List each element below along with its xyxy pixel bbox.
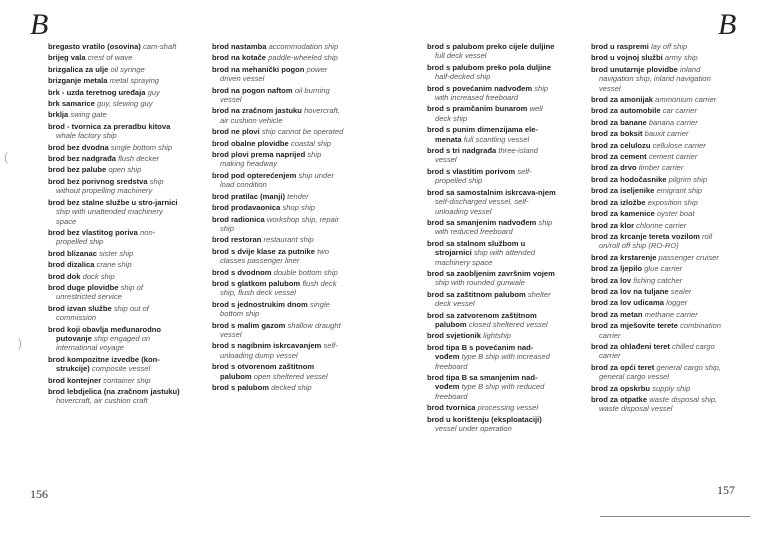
entry-translation: open sheltered vessel bbox=[253, 371, 328, 381]
entry-translation: open ship bbox=[108, 165, 142, 175]
entry-term: brod sa zaobljenim završnim vojem bbox=[427, 268, 555, 278]
entry-term: brod za metan bbox=[591, 309, 643, 319]
dictionary-entry bbox=[591, 152, 725, 161]
dictionary-entry bbox=[427, 218, 557, 237]
dictionary-entry bbox=[212, 106, 344, 125]
entry-term: brod u korištenju (eksploataciji) bbox=[427, 414, 542, 424]
entry-translation: self-discharged vessel, self-unloading vessel bbox=[435, 197, 529, 216]
entry-translation: whale factory ship bbox=[56, 131, 117, 141]
entry-translation: cement carrier bbox=[648, 152, 698, 162]
entry-term: brod dok bbox=[48, 271, 81, 281]
left-page-number: 156 bbox=[30, 487, 48, 501]
entry-translation: ammonium carrier bbox=[655, 95, 717, 105]
entry-translation: dock ship bbox=[82, 271, 115, 281]
entry-translation: vessel under operation bbox=[435, 424, 512, 434]
entry-translation: single bottom ship bbox=[110, 142, 173, 152]
entry-term: brod za lov bbox=[591, 275, 632, 285]
dictionary-entry bbox=[212, 321, 344, 340]
entry-translation: chilled cargo carrier bbox=[599, 341, 715, 361]
entry-term: brod sa zatvorenom zaštitnom palubom bbox=[427, 310, 537, 329]
entry-term: brod za mješovite terete bbox=[591, 321, 678, 331]
entry-term: brod za lov na tuljane bbox=[591, 286, 669, 296]
dictionary-entry bbox=[48, 249, 180, 258]
dictionary-entry bbox=[427, 239, 557, 267]
entry-term: brod s tri nadgrađa bbox=[427, 146, 497, 156]
entry-term: brod s dvije klase za putnike bbox=[212, 246, 315, 256]
dictionary-entry bbox=[591, 276, 725, 285]
entry-translation: emigrant ship bbox=[656, 186, 703, 196]
entry-term: brod s palubom preko cijele duljine bbox=[427, 42, 555, 51]
dictionary-entry bbox=[212, 127, 344, 136]
dictionary-entry bbox=[427, 343, 557, 371]
dictionary-entry bbox=[212, 42, 344, 51]
entry-term: brod koji obavlja međunarodno putovanje bbox=[48, 324, 162, 343]
entry-translation: army ship bbox=[664, 53, 698, 63]
entry-translation: full scantling vessel bbox=[463, 134, 530, 144]
entry-translation: flush deck ship, flush deck vessel bbox=[220, 278, 337, 298]
entry-translation: methane carrier bbox=[644, 309, 698, 319]
dictionary-entry bbox=[427, 125, 557, 144]
entry-term: brod za lov udicama bbox=[591, 298, 665, 308]
entry-term: brod za automobile bbox=[591, 106, 661, 116]
dictionary-entry bbox=[48, 228, 180, 247]
dictionary-entry bbox=[591, 298, 725, 307]
dictionary-entry bbox=[591, 175, 725, 184]
entry-term: brod prodavaonica bbox=[212, 203, 281, 213]
entry-translation: paddle-wheeled ship bbox=[268, 53, 338, 63]
column-3 bbox=[427, 42, 557, 435]
entry-translation: full deck vessel bbox=[435, 51, 487, 61]
entry-term: brod izvan službe bbox=[48, 303, 112, 313]
dictionary-entry bbox=[427, 188, 557, 216]
entry-translation: double bottom ship bbox=[273, 267, 338, 277]
dictionary-entry bbox=[427, 84, 557, 103]
entry-translation: ship of unrestricted service bbox=[56, 282, 143, 302]
entry-term: brod radionica bbox=[212, 214, 265, 224]
entry-translation: hovercraft, air cushion vehicle bbox=[220, 106, 340, 125]
column-2 bbox=[212, 42, 344, 394]
entry-term: brod za klor bbox=[591, 220, 635, 230]
entry-term: brod s otvorenom zaštitnom palubom bbox=[212, 362, 315, 381]
entry-term: brod na kotače bbox=[212, 53, 267, 63]
entry-translation: ship under load condition bbox=[220, 170, 334, 190]
dictionary-entry bbox=[212, 65, 344, 84]
entry-translation: logger bbox=[666, 298, 688, 308]
entry-term: brod obalne plovidbe bbox=[212, 138, 289, 148]
entry-term: brod bez vlastitog poriva bbox=[48, 227, 138, 237]
entry-term: brod blizanac bbox=[48, 248, 97, 258]
entry-term: brod s dvodnom bbox=[212, 267, 272, 277]
entry-term: brod restoran bbox=[212, 235, 262, 245]
dictionary-entry bbox=[591, 253, 725, 262]
entry-translation: lay off ship bbox=[650, 42, 688, 51]
entry-translation: ship with increased freeboard bbox=[435, 83, 549, 103]
entry-term: brod za iseljenike bbox=[591, 186, 655, 196]
entry-term: brod s nagibnim iskrcavanjem bbox=[212, 341, 322, 351]
dictionary-entry bbox=[48, 154, 180, 163]
entry-translation: swing gate bbox=[70, 110, 107, 120]
dictionary-entry bbox=[48, 325, 180, 353]
entry-translation: oil burning vessel bbox=[220, 85, 330, 105]
dictionary-entry bbox=[591, 209, 725, 218]
entry-translation: crane ship bbox=[96, 260, 132, 270]
entry-translation: ship with unattended machinery space bbox=[56, 207, 163, 226]
entry-translation: crest of wave bbox=[87, 53, 133, 63]
entry-term: brod svjetionik bbox=[427, 331, 482, 341]
entry-term: brizgalica za ulje bbox=[48, 64, 109, 74]
entry-term: brod s glatkom palubom bbox=[212, 278, 301, 288]
entry-term: brod - tvornica za preradbu kitova bbox=[48, 121, 171, 131]
entry-translation: ship cannot be operated bbox=[261, 127, 344, 137]
entry-translation: sealer bbox=[670, 286, 692, 296]
entry-term: brod u vojnoj službi bbox=[591, 53, 663, 63]
dictionary-entry bbox=[591, 384, 725, 393]
entry-term: brod za banane bbox=[591, 117, 647, 127]
dictionary-entry bbox=[591, 42, 725, 51]
entry-translation: ship with rounded gunwale bbox=[435, 278, 525, 288]
entry-translation: container ship bbox=[103, 375, 151, 385]
entry-translation: passenger cruiser bbox=[658, 252, 719, 262]
dictionary-entry bbox=[591, 129, 725, 138]
dictionary-entry bbox=[427, 42, 557, 61]
dictionary-entry bbox=[427, 311, 557, 330]
dictionary-entry bbox=[48, 88, 180, 97]
dictionary-entry bbox=[48, 376, 180, 385]
dictionary-entry bbox=[48, 177, 180, 196]
entry-translation: shelter deck vessel bbox=[435, 289, 551, 309]
dictionary-entry bbox=[591, 395, 725, 414]
dictionary-entry bbox=[48, 198, 180, 226]
entry-translation: tender bbox=[287, 191, 309, 201]
dictionary-entry bbox=[48, 76, 180, 85]
entry-translation: timber carrier bbox=[638, 163, 684, 173]
entry-term: brod pratilac (manji) bbox=[212, 191, 285, 201]
dictionary-entry bbox=[427, 331, 557, 340]
entry-translation: bauxit carrier bbox=[644, 129, 689, 139]
dictionary-entry bbox=[591, 95, 725, 104]
entry-term: brod na mehanički pogon bbox=[212, 64, 305, 74]
dictionary-entry bbox=[427, 146, 557, 165]
entry-term: brod za cement bbox=[591, 152, 647, 162]
dictionary-entry bbox=[427, 415, 557, 434]
entry-translation: ship with reduced freeboard bbox=[435, 217, 553, 237]
dictionary-entry bbox=[591, 106, 725, 115]
dictionary-entry bbox=[591, 321, 725, 340]
dictionary-entry bbox=[212, 150, 344, 169]
entry-translation: pilgrim ship bbox=[668, 174, 708, 184]
right-page-number: 157 bbox=[717, 483, 735, 497]
entry-term: brod pod opterećenjem bbox=[212, 170, 297, 180]
dictionary-entry bbox=[591, 342, 725, 361]
dictionary-entry bbox=[427, 290, 557, 309]
entry-translation: guy, slewing guy bbox=[97, 99, 153, 109]
entry-term: brod nastamba bbox=[212, 42, 267, 51]
entry-term: brijeg vala bbox=[48, 53, 86, 63]
entry-translation: type B ship with increased freeboard bbox=[435, 352, 550, 371]
dictionary-entry bbox=[48, 283, 180, 302]
dictionary-entry bbox=[48, 42, 180, 51]
entry-term: brod s malim gazom bbox=[212, 320, 286, 330]
dictionary-entry bbox=[212, 247, 344, 266]
dictionary-entry bbox=[591, 118, 725, 127]
entry-translation: three-island vessel bbox=[435, 146, 539, 165]
entry-term: brod bez palube bbox=[48, 165, 107, 175]
entry-term: brod za ohlađeni teret bbox=[591, 341, 670, 351]
entry-term: brod za hodočasnike bbox=[591, 174, 667, 184]
dictionary-entry bbox=[212, 171, 344, 190]
entry-term: brod tipa B sa smanjenim nad-vođem bbox=[427, 373, 538, 392]
dictionary-entry bbox=[591, 221, 725, 230]
dictionary-entry bbox=[48, 387, 180, 406]
right-page-letter: B bbox=[718, 8, 737, 41]
entry-term: brod unutarnje plovidbe bbox=[591, 64, 678, 74]
entry-term: brod kontejner bbox=[48, 375, 102, 385]
entry-translation: ship making headway bbox=[220, 150, 322, 169]
dictionary-entry bbox=[212, 341, 344, 360]
entry-translation: waste disposal ship, waste disposal vessel bbox=[599, 395, 718, 414]
entry-term: brod za krstarenje bbox=[591, 252, 657, 262]
entry-term: brod za opskrbu bbox=[591, 383, 651, 393]
entry-translation: inland navigation ship, inland navigation vessel bbox=[599, 64, 711, 93]
entry-translation: general cargo ship, general cargo vessel bbox=[599, 362, 722, 382]
footer-rule bbox=[600, 516, 750, 517]
entry-term: brod bez dvodna bbox=[48, 142, 109, 152]
entry-term: brod kompozitne izvedbe (kon-strukcije) bbox=[48, 354, 160, 374]
binding-mark-bottom: ) bbox=[18, 336, 22, 350]
entry-translation: shallow draught vessel bbox=[220, 320, 341, 339]
dictionary-entry bbox=[48, 260, 180, 269]
dictionary-entry bbox=[212, 203, 344, 212]
entry-term: brod s pramčanim bunarom bbox=[427, 104, 528, 114]
entry-term: brod za opći teret bbox=[591, 362, 655, 372]
dictionary-entry bbox=[48, 355, 180, 374]
entry-translation: well deck ship bbox=[435, 104, 543, 123]
column-4 bbox=[591, 42, 725, 416]
entry-term: brod za izložbe bbox=[591, 197, 646, 207]
dictionary-entry bbox=[212, 139, 344, 148]
dictionary-entry bbox=[212, 192, 344, 201]
entry-translation: ship engaged on international voyage bbox=[56, 333, 151, 353]
entry-term: brod za otpatke bbox=[591, 395, 648, 404]
entry-term: brklja bbox=[48, 110, 69, 120]
entry-translation: cellulose carrier bbox=[652, 140, 706, 150]
dictionary-entry bbox=[48, 53, 180, 62]
entry-translation: ship with attended machinery space bbox=[435, 248, 536, 267]
entry-term: brod bez nadgrađa bbox=[48, 154, 116, 164]
dictionary-entry bbox=[48, 65, 180, 74]
dictionary-entry bbox=[591, 264, 725, 273]
entry-term: brod za krcanje tereta vozilom bbox=[591, 231, 700, 241]
dictionary-entry bbox=[591, 163, 725, 172]
entry-translation: processing vessel bbox=[477, 403, 539, 413]
entry-term: brod s jednostrukim dnom bbox=[212, 299, 308, 309]
dictionary-entry bbox=[591, 310, 725, 319]
dictionary-entry bbox=[48, 165, 180, 174]
dictionary-entry bbox=[591, 232, 725, 251]
dictionary-entry bbox=[427, 269, 557, 288]
entry-translation: sister ship bbox=[99, 248, 134, 258]
entry-term: brod tipa B s povećanim nad-vođem bbox=[427, 342, 534, 362]
entry-translation: power driven vessel bbox=[220, 64, 328, 84]
entry-term: brod na pogon naftom bbox=[212, 85, 293, 95]
entry-term: brod sa samostalnim iskrcava-njem bbox=[427, 187, 556, 197]
dictionary-entry bbox=[591, 363, 725, 382]
dictionary-entry bbox=[427, 373, 557, 401]
entry-term: brk samarice bbox=[48, 99, 95, 109]
entry-term: brod plovi prema naprijed bbox=[212, 150, 306, 160]
entry-translation: metal spraying bbox=[109, 76, 160, 86]
dictionary-entry bbox=[427, 403, 557, 412]
entry-translation: coastal ship bbox=[290, 138, 332, 148]
dictionary-entry bbox=[48, 110, 180, 119]
entry-translation: fishing catcher bbox=[633, 275, 683, 285]
entry-term: brod za amonijak bbox=[591, 95, 654, 105]
entry-translation: hovercraft, air cushion craft bbox=[56, 396, 148, 406]
entry-term: brod bez porivnog sredstva bbox=[48, 176, 148, 186]
entry-translation: type B ship with reduced freeboard bbox=[435, 382, 545, 401]
entry-translation: single bottom ship bbox=[220, 299, 330, 319]
entry-translation: car carrier bbox=[662, 106, 697, 116]
dictionary-entry bbox=[212, 362, 344, 381]
entry-term: brod za kamenice bbox=[591, 209, 655, 219]
entry-translation: glue carrier bbox=[644, 264, 683, 274]
entry-translation: two classes passenger liner bbox=[220, 246, 329, 266]
dictionary-entry bbox=[48, 143, 180, 152]
dictionary-entry bbox=[212, 383, 344, 392]
entry-term: brod za ljepilo bbox=[591, 264, 643, 274]
entry-term: brod na zračnom jastuku bbox=[212, 106, 302, 116]
entry-term: brod s vlastitim porivom bbox=[427, 166, 516, 176]
dictionary-entry bbox=[591, 141, 725, 150]
entry-translation: banana carrier bbox=[648, 117, 698, 127]
entry-translation: restaurant ship bbox=[263, 235, 314, 245]
entry-term: brod sa stalnom službom u strojarnici bbox=[427, 238, 526, 258]
entry-translation: self-propelled ship bbox=[435, 166, 532, 186]
entry-term: brod bez stalne službe u stro-jarnici bbox=[48, 197, 178, 207]
entry-translation: ship out of commission bbox=[56, 303, 149, 323]
entry-translation: shop ship bbox=[282, 203, 315, 213]
dictionary-entry bbox=[48, 99, 180, 108]
left-page-letter: B bbox=[30, 8, 49, 41]
dictionary-entry bbox=[48, 304, 180, 323]
entry-term: bregasto vratilo (osovina) bbox=[48, 42, 141, 51]
entry-translation: roll on/roll off ship (RO-RO) bbox=[599, 231, 713, 251]
entry-term: brizganje metala bbox=[48, 76, 108, 86]
dictionary-entry bbox=[427, 167, 557, 186]
dictionary-entry bbox=[212, 53, 344, 62]
column-1 bbox=[48, 42, 180, 408]
entry-term: brod s palubom bbox=[212, 383, 269, 392]
dictionary-entry bbox=[591, 53, 725, 62]
entry-translation: decked ship bbox=[271, 383, 312, 392]
entry-translation: self-unloading dump vessel bbox=[220, 341, 338, 360]
entry-translation: composite vessel bbox=[91, 364, 151, 374]
entry-translation: oil syringe bbox=[110, 64, 145, 74]
entry-translation: exposition ship bbox=[647, 197, 698, 207]
entry-translation: workshop ship, repair ship bbox=[220, 214, 340, 233]
dictionary-entry bbox=[212, 215, 344, 234]
dictionary-entry bbox=[48, 272, 180, 281]
entry-term: brod s punim dimenzijama ele-menata bbox=[427, 125, 538, 144]
entry-translation: non-propelled ship bbox=[56, 227, 156, 247]
dictionary-entry bbox=[212, 300, 344, 319]
entry-translation: combination carrier bbox=[599, 321, 722, 340]
entry-translation: accommodation ship bbox=[268, 42, 339, 51]
entry-term: brod za drvo bbox=[591, 163, 637, 173]
entry-term: brod duge plovidbe bbox=[48, 282, 119, 292]
dictionary-entry bbox=[212, 279, 344, 298]
dictionary-entry bbox=[212, 86, 344, 105]
dictionary-entry bbox=[212, 235, 344, 244]
entry-translation: oyster boat bbox=[656, 209, 695, 219]
dictionary-entry bbox=[427, 63, 557, 82]
entry-term: brod za celulozu bbox=[591, 140, 651, 150]
entry-term: brod lebdjelica (na zračnom jastuku) bbox=[48, 387, 180, 396]
entry-translation: half-decked ship bbox=[435, 72, 491, 82]
dictionary-entry bbox=[591, 198, 725, 207]
entry-term: brk - uzda teretnog uređaja bbox=[48, 87, 146, 97]
entry-translation: supply ship bbox=[652, 383, 691, 393]
entry-term: brod tvornica bbox=[427, 403, 476, 413]
entry-translation: guy bbox=[147, 87, 160, 97]
dictionary-entry bbox=[591, 186, 725, 195]
entry-term: brod sa smanjenim nadvođem bbox=[427, 217, 537, 227]
entry-term: brod s palubom preko pola duljine bbox=[427, 62, 552, 72]
dictionary-entry bbox=[48, 122, 180, 141]
entry-term: brod sa zaštitnom palubom bbox=[427, 289, 526, 299]
entry-term: brod ne plovi bbox=[212, 127, 260, 137]
dictionary-entry bbox=[591, 65, 725, 93]
entry-translation: ship without propelling machinery bbox=[56, 176, 164, 196]
entry-translation: lightship bbox=[483, 331, 512, 341]
dictionary-entry bbox=[212, 268, 344, 277]
entry-translation: cam-shaft bbox=[142, 42, 177, 51]
entry-term: brod u raspremi bbox=[591, 42, 649, 51]
entry-translation: closed sheltered vessel bbox=[468, 319, 548, 329]
entry-term: brod za boksit bbox=[591, 129, 643, 139]
dictionary-entry bbox=[427, 104, 557, 123]
entry-term: brod s povećanim nadvođem bbox=[427, 83, 533, 93]
dictionary-entry bbox=[591, 287, 725, 296]
binding-mark-top: ( bbox=[4, 150, 8, 164]
entry-term: brod dizalica bbox=[48, 260, 95, 270]
entry-translation: chlorine carrier bbox=[636, 220, 687, 230]
entry-translation: flush decker bbox=[118, 154, 160, 164]
